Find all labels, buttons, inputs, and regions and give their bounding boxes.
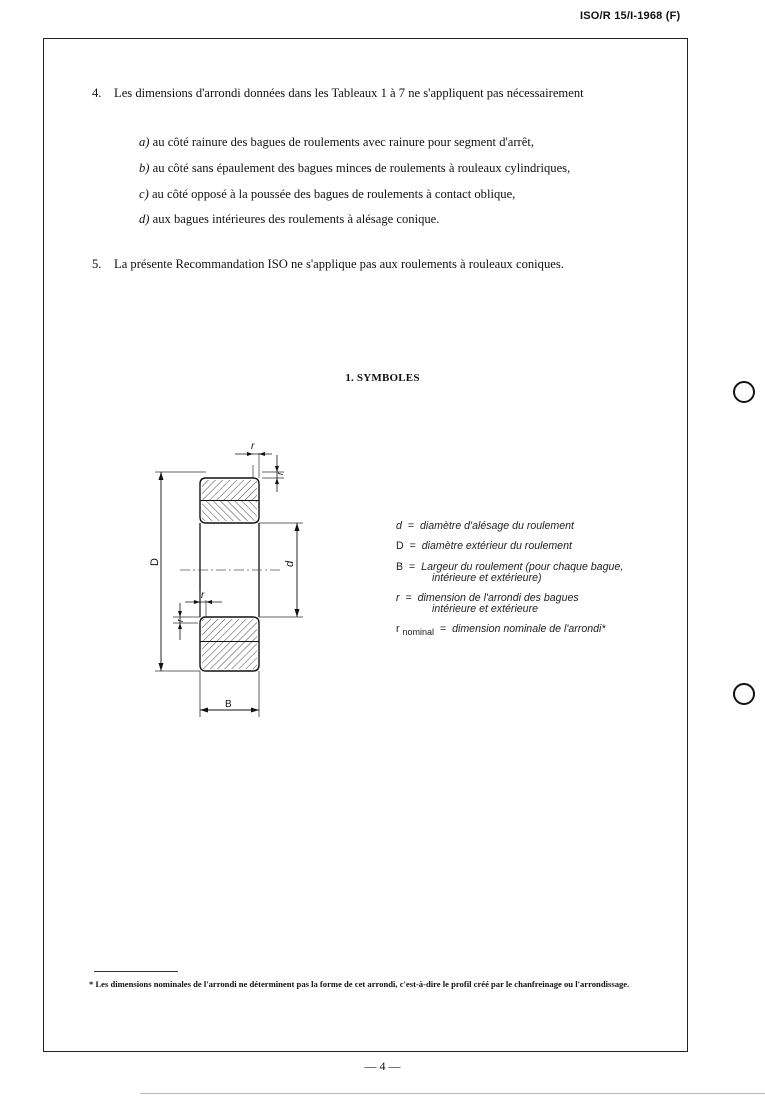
subitem-letter: b) [139, 161, 150, 175]
label-B: B [225, 699, 232, 710]
subitem-text: au côté opposé à la poussée des bagues de roulements à contact oblique, [151, 187, 516, 201]
subitem-c [139, 187, 515, 202]
legend-item-D: D = diamètre extérieur du roulement [396, 540, 572, 552]
subitem-letter: a) [139, 135, 150, 149]
subitem-text: au côté sans épaulement des bagues minces de roulements à rouleaux cylindriques, [152, 161, 571, 175]
subitem-letter: c) [139, 187, 149, 201]
legend-item-B-cont: intérieure et extérieure) [432, 572, 542, 584]
subitem-text: aux bagues intérieures des roulements à alésage conique. [152, 212, 440, 226]
label-D: D [149, 558, 161, 566]
footnote-rule [94, 971, 178, 972]
note-number: 4. [92, 86, 102, 100]
legend-item-r: r = dimension de l'arrondi des bagues [396, 592, 579, 604]
subitem-b [139, 161, 570, 176]
label-r-top: r [251, 441, 255, 452]
note-text: La présente Recommandation ISO ne s'applique pas aux roulements à rouleaux coniques. [114, 257, 564, 271]
label-r-side: r [275, 472, 285, 475]
legend-item-r-cont: intérieure et extérieure [432, 603, 538, 615]
subitem-letter: d) [139, 212, 150, 226]
section-title: 1. SYMBOLES [345, 372, 420, 384]
bearing-cross-section-diagram [140, 435, 330, 720]
bottom-rule [140, 1093, 765, 1094]
footnote: * Les dimensions nominales de l'arrondi ne déterminent pas la forme de cet arrondi, c'est-à-dire le profil créé par le chanfreinage ou l'arrondissage. [89, 979, 630, 989]
legend-item-B: B = Largeur du roulement (pour chaque bague, [396, 561, 624, 573]
subitem-a [139, 135, 534, 150]
punch-hole-bottom [733, 683, 755, 705]
label-d: d [284, 560, 296, 567]
note-number: 5. [92, 257, 102, 271]
note-text: Les dimensions d'arrondi données dans les Tableaux 1 à 7 ne s'appliquent pas nécessairement [114, 86, 584, 100]
document-reference: ISO/R 15/I-1968 (F) [580, 10, 681, 22]
label-r-left: r [175, 619, 185, 622]
page-number: — 4 — [364, 1059, 401, 1073]
subitem-d [139, 212, 439, 227]
legend-item-d: d = diamètre d'alésage du roulement [396, 520, 574, 532]
subitem-text: au côté rainure des bagues de roulements avec rainure pour segment d'arrêt, [152, 135, 534, 149]
punch-hole-top [733, 381, 755, 403]
label-r-bottom: r [201, 590, 205, 601]
legend-item-r-nominal: r $_{nominal}$ = dimension nominale de l'arrondi* [396, 623, 606, 638]
